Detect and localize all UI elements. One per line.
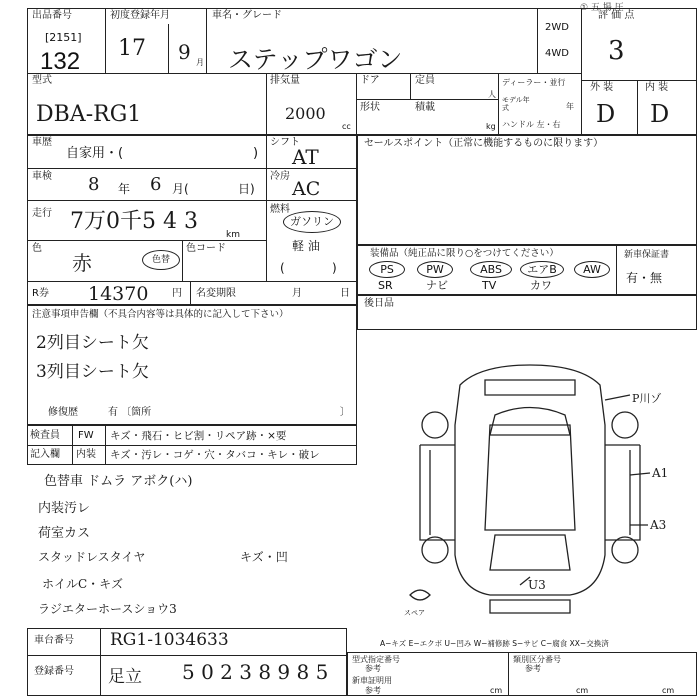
spare-tire	[410, 590, 430, 600]
interior-label: 内 装	[645, 82, 669, 93]
shift-value: AT	[292, 145, 319, 169]
month-unit: 月	[196, 58, 204, 67]
ac-value: AC	[292, 178, 321, 200]
lot-number: 132	[40, 48, 81, 75]
registration-number: 5 0 2 3 8 9 8 5	[182, 660, 329, 684]
fuel-diesel: 軽 油	[292, 239, 320, 253]
equip-pw: PW	[417, 261, 453, 278]
shift-label: シフト	[270, 137, 300, 148]
remark-5: キズ・凹	[240, 550, 288, 564]
equip-ps: PS	[369, 261, 405, 278]
interior-text: キズ・汚レ・コゲ・穴・タバコ・キレ・破レ	[110, 449, 320, 461]
name-change-day: 日	[340, 288, 350, 299]
wheel-rl	[422, 537, 448, 563]
mileage-label: 走行	[32, 208, 52, 219]
remark-2: 内装汚レ	[38, 501, 91, 516]
lot-label: 出品番号	[32, 10, 72, 21]
year-unit: 年	[566, 102, 574, 111]
marker-p-line	[605, 395, 630, 400]
notes-line-1: 2列目シート欠	[36, 333, 149, 353]
marker-p: P川ゾ	[632, 392, 662, 405]
ref-label-3: 参考	[365, 686, 381, 695]
top-strip: ① 五 場 圧	[580, 3, 624, 13]
cm-unit-2: cm	[576, 686, 589, 695]
warranty-value: 有・無	[626, 271, 663, 285]
selling-label: セールスポイント（正常に機能するものに限ります）	[364, 138, 604, 149]
marker-a3: A3	[650, 518, 667, 532]
door-label: ドア	[360, 75, 380, 86]
post-label: 後日品	[364, 298, 394, 309]
remark-3: 荷室カス	[38, 526, 91, 541]
notes-label: 注意事項申告欄（不具合内容等は具体的に記入して下さい）	[32, 309, 289, 320]
color-label: 色	[32, 243, 42, 254]
equip-tv: TV	[482, 279, 497, 292]
category-label: 類別区分番号	[513, 655, 561, 664]
color-code-label: 色コード	[186, 243, 226, 254]
car-windshield	[490, 408, 570, 436]
notes-line-2: 3列目シート欠	[36, 362, 149, 382]
displacement-value: 2000	[285, 104, 326, 123]
car-rear-window	[490, 535, 570, 570]
registration-label: 登録番号	[34, 666, 74, 677]
equip-leather: カワ	[530, 279, 552, 292]
repair-value: 有 〔箇所	[108, 407, 152, 418]
inspection-day-unit: 日)	[238, 182, 255, 196]
chassis-value: RG1-1034633	[110, 630, 229, 650]
interior-value: D	[650, 100, 670, 128]
wheel-fr	[612, 412, 638, 438]
fuel-gas-circled: ガソリン	[283, 211, 341, 233]
fuel-paren-open: (	[280, 261, 285, 275]
grade-label: 評 価 点	[598, 10, 635, 21]
recycle-label: R券	[32, 288, 49, 299]
inspection-month-unit: 月(	[172, 182, 189, 196]
ref-label-2: 参考	[525, 664, 541, 673]
model-year-label: モデル年式	[502, 96, 530, 112]
registration-area: 足立	[108, 667, 142, 687]
drive-2wd: 2WD	[545, 22, 569, 33]
ref-label-1: 参考	[365, 664, 381, 673]
equip-airbag: エアB	[520, 261, 564, 278]
color-value: 赤	[72, 251, 92, 275]
history-close: )	[253, 146, 259, 161]
wheel-rr	[612, 537, 638, 563]
capacity-unit: 人	[488, 90, 496, 99]
remark-1: 色替車 ドムラ アボク(ハ)	[44, 474, 193, 489]
mileage-value: 7万0千5 4 3	[70, 209, 198, 234]
cert-label: 新車証明用	[352, 676, 392, 685]
history-label: 車歴	[32, 137, 52, 148]
cm-unit-3: cm	[662, 686, 675, 695]
designated-label: 型式指定番号	[352, 655, 400, 664]
inspector-label: 検査員	[30, 430, 60, 441]
inspection-label: 車検	[32, 171, 52, 182]
equip-abs: ABS	[470, 261, 512, 278]
entry-label: 記入欄	[30, 449, 60, 460]
post-block	[357, 295, 697, 330]
car-bumper-front	[485, 380, 575, 395]
handle-label: ハンドル 左・右	[502, 120, 561, 129]
fuel-label: 燃料	[270, 204, 290, 215]
first-reg-label: 初度登録年月	[110, 10, 170, 21]
remark-7: ラジエターホースショウ3	[38, 602, 177, 616]
remark-4: スタッドレスタイヤ	[38, 550, 146, 564]
inspection-month: 6	[150, 174, 162, 195]
drive-4wd: 4WD	[545, 48, 569, 59]
wheel-fl	[422, 412, 448, 438]
repair-close: 〕	[340, 407, 350, 418]
displacement-label: 排気量	[270, 75, 300, 86]
marker-u3: U3	[528, 578, 546, 592]
equip-navi: ナビ	[426, 279, 448, 292]
model-value: DBA-RG1	[36, 102, 142, 127]
car-name-value: ステップワゴン	[228, 45, 403, 74]
dealer-label: ディーラー・並行	[502, 78, 566, 87]
history-value: 自家用・(	[66, 146, 124, 161]
capacity-label: 定員	[415, 75, 435, 86]
chassis-label: 車台番号	[34, 635, 74, 646]
car-bumper-rear	[490, 600, 570, 613]
repair-label: 修復歴	[48, 407, 78, 418]
selling-block	[357, 135, 697, 245]
exterior-value: D	[596, 100, 616, 128]
interior-small-label: 内装	[76, 449, 96, 460]
km-unit: km	[226, 230, 240, 240]
load-label: 積載	[415, 102, 435, 113]
damage-legend: A−キズ E−エクボ U−凹み W−補修跡 S−サビ C−腐食 XX−交換済	[380, 639, 609, 648]
car-roof	[485, 425, 575, 530]
equip-aw: AW	[574, 261, 610, 278]
color-change-circled: 色替	[142, 250, 180, 270]
inspection-year: 8	[88, 174, 100, 195]
load-unit: kg	[486, 122, 496, 131]
cc-unit: cc	[342, 122, 351, 131]
spare-label: スペア	[404, 609, 425, 617]
fw-text: キズ・飛石・ヒビ割・リペア跡・×要	[110, 430, 287, 442]
first-reg-year: 17	[118, 36, 146, 61]
cm-unit-1: cm	[490, 686, 503, 695]
fuel-paren-close: )	[332, 261, 337, 275]
recycle-value: 14370	[88, 283, 149, 305]
equip-sr: SR	[378, 279, 393, 292]
car-side-left	[420, 445, 455, 540]
car-name-label: 車名・グレード	[212, 10, 282, 21]
fw-label: FW	[78, 430, 94, 441]
name-change-month: 月	[292, 288, 302, 299]
first-reg-month: 9	[178, 40, 191, 64]
model-label: 型式	[32, 75, 52, 86]
remark-6: ホイルC・キズ	[42, 577, 123, 591]
grade-value: 3	[608, 36, 625, 66]
car-side-right	[605, 445, 640, 540]
marker-a1: A1	[652, 466, 669, 480]
exterior-label: 外 装	[590, 82, 614, 93]
equipment-label: 装備品（純正品に限り○をつけてください）	[370, 248, 559, 259]
lot-code: [2151]	[45, 31, 82, 44]
shape-label: 形状	[360, 102, 380, 113]
car-outline-top	[455, 365, 605, 595]
warranty-label: 新車保証書	[624, 250, 670, 260]
name-change-label: 名変期限	[196, 288, 236, 299]
inspection-year-unit: 年	[118, 182, 131, 196]
ac-label: 冷房	[270, 171, 290, 182]
recycle-unit: 円	[172, 288, 182, 299]
